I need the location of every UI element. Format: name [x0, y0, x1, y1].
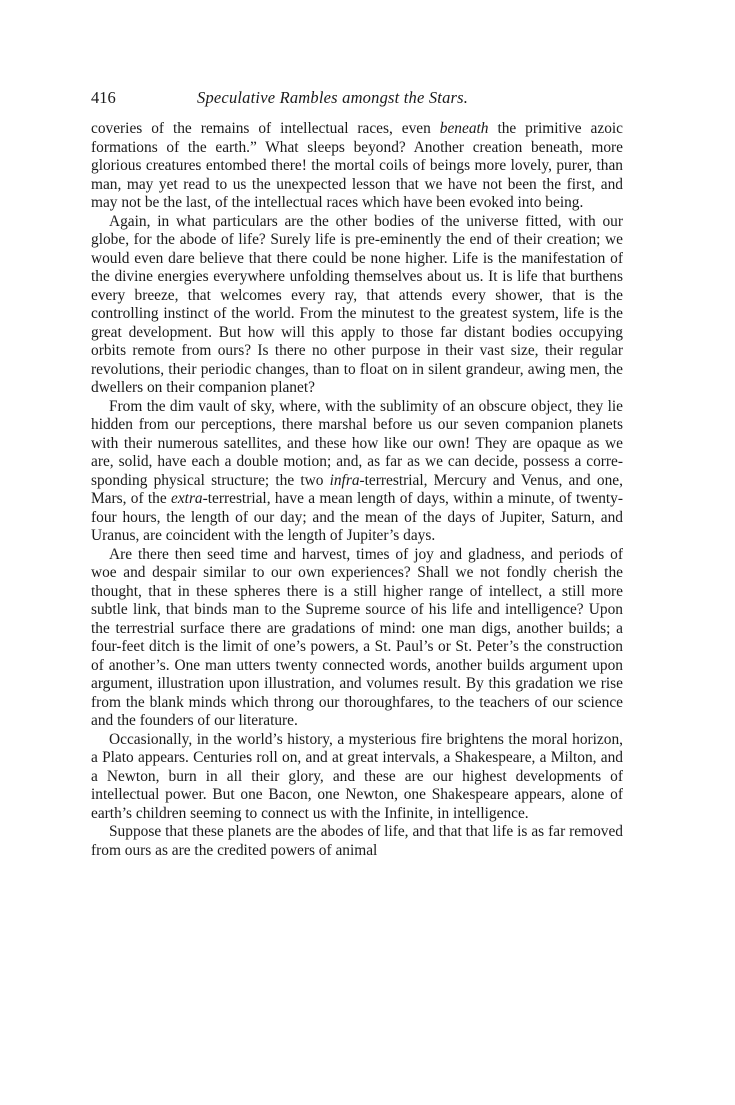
italic-run: infra: [329, 471, 360, 489]
running-head: [91, 88, 623, 110]
paragraph-5: [91, 731, 623, 824]
text-run: coveries of the remains of intellectual races, even: [91, 120, 440, 137]
paragraph-4: [91, 546, 623, 731]
text-run: Are there then seed time and harvest, times of joy and gladness, and periods of woe and despair similar to our own experiences? Shall we not fondly cherish the thought, that in these spheres there is a still higher range of intellect, a still more subtle link, that binds man to the Supreme source of his life and intelligence? Upon the terrestrial surface there are gradations of mind: one man digs, another builds; a four-feet ditch is the limit of one’s powers, a St. Paul’s or St. Peter’s the construction of another’s. One man utters twenty connected words, another builds argument upon argument, illustration upon illustration, and volumes result. By this gradation we rise from the blank minds which throng our thoroughfares, to the teachers of our science and the founders of our literature.: [91, 545, 623, 729]
paragraph-6: [91, 823, 623, 860]
italic-run: extra: [171, 490, 203, 507]
text-run: the primitive azoic formations of the earth.” What sleeps beyond? Another creation beneath, more glorious creatures entombed there! the mortal coils of beings more lovely, purer, than man, may yet read to us the unexpected lesson that we have not been the first, and may not be the last, of the intellectual races which have been evoked into being.: [91, 120, 623, 211]
running-title: Speculative Rambles amongst the Stars.: [197, 88, 469, 107]
body-text: [91, 120, 623, 860]
paragraph-2: [91, 213, 623, 398]
text-run: Again, in what particulars are the other bodies of the universe fitted, with our globe, for the abode of life? Surely life is pre-eminently the end of their creation; we would even dare believe that there could be none higher. Life is the manifestation of the divine energies everywhere unfolding themselves about us. It is life that burthens every breeze, that welcomes every ray, that attends every shower, that is the controlling instinct of the world. From the minutest to the greatest system, life is the great development. But how will this apply to those far distant bodies occupying orbits remote from ours? Is there no other purpose in their vast size, their regular revolutions, their periodic changes, than to float on in silent grandeur, awing men, the dwellers on their companion planet?: [91, 212, 623, 396]
text-run: -terrestrial, Mercury and Venus, and one, Mars, of the: [91, 471, 623, 507]
text-run: Suppose that these planets are the abodes of life, and that that life is as far removed from ours as are the credited powers of animal: [91, 823, 623, 859]
paragraph-3: [91, 398, 623, 546]
page-number: 416: [91, 88, 116, 107]
italic-run: beneath: [439, 120, 489, 137]
text-run: -terrestrial, have a mean length of days, within a minute, of twenty-four hours, the length of our day; and the mean of the days of Jupiter, Saturn, and Uranus, are coincident with the length of Jupiter’s days.: [91, 490, 623, 544]
text-run: Occasionally, in the world’s history, a mysterious fire brightens the moral horizon, a Plato appears. Centuries roll on, and at great intervals, a Shakespeare, a Milton, and a Newton, burn in all their glory, and these are our highest developments of intellectual power. But one Bacon, one Newton, one Shakespeare appears, alone of earth’s children seeming to connect us with the Infinite, in intelligence.: [91, 730, 623, 822]
paragraph-1: [91, 120, 623, 213]
text-run: From the dim vault of sky, where, with the sublimity of an obscure object, they lie hidden from our perceptions, there marshal before us our seven companion planets with their numerous satellites, and these how like our own! They are opaque as we are, solid, have each a double motion; and, as far as we can decide, possess a corre-sponding physical structure; the two: [91, 397, 623, 489]
